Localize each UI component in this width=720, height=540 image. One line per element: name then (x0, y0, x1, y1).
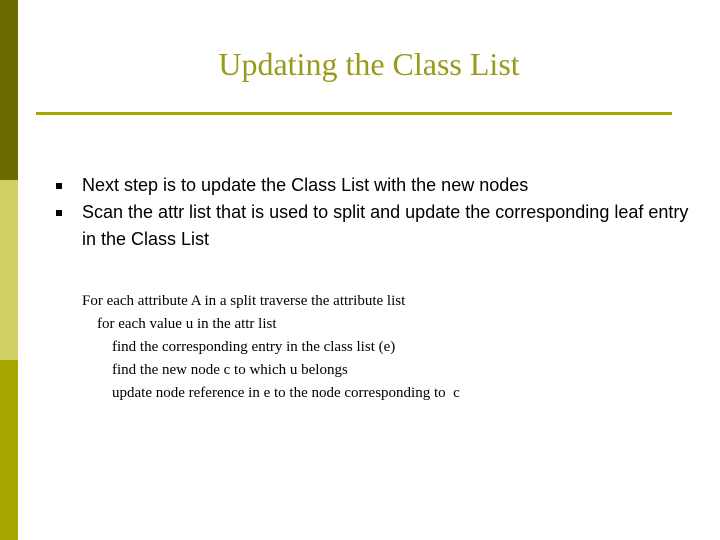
square-bullet-icon (56, 183, 62, 189)
pseudocode-line: update node reference in e to the node corresponding to c (82, 385, 460, 401)
left-accent-stripe-bottom (0, 360, 18, 540)
left-accent-stripe-top (0, 0, 18, 180)
pseudocode-line: for each value u in the attr list (82, 316, 277, 332)
left-accent-stripe-middle (0, 180, 18, 360)
bullet-text: Next step is to update the Class List with the new nodes (82, 175, 529, 195)
bullet-list (56, 172, 696, 253)
pseudocode-line: For each attribute A in a split traverse the attribute list (82, 293, 406, 309)
square-bullet-icon (56, 210, 62, 216)
pseudocode-line: find the corresponding entry in the class list (e) (82, 339, 396, 355)
bullet-item (56, 199, 696, 253)
pseudocode-line: find the new node c to which u belongs (82, 362, 348, 378)
bullet-text: Scan the attr list that is used to split and update the corresponding leaf entry in the Class List (82, 202, 689, 249)
bullet-item (56, 172, 696, 199)
slide-title: Updating the Class List (218, 46, 520, 82)
title-divider (36, 112, 672, 115)
pseudocode-block (82, 290, 460, 405)
